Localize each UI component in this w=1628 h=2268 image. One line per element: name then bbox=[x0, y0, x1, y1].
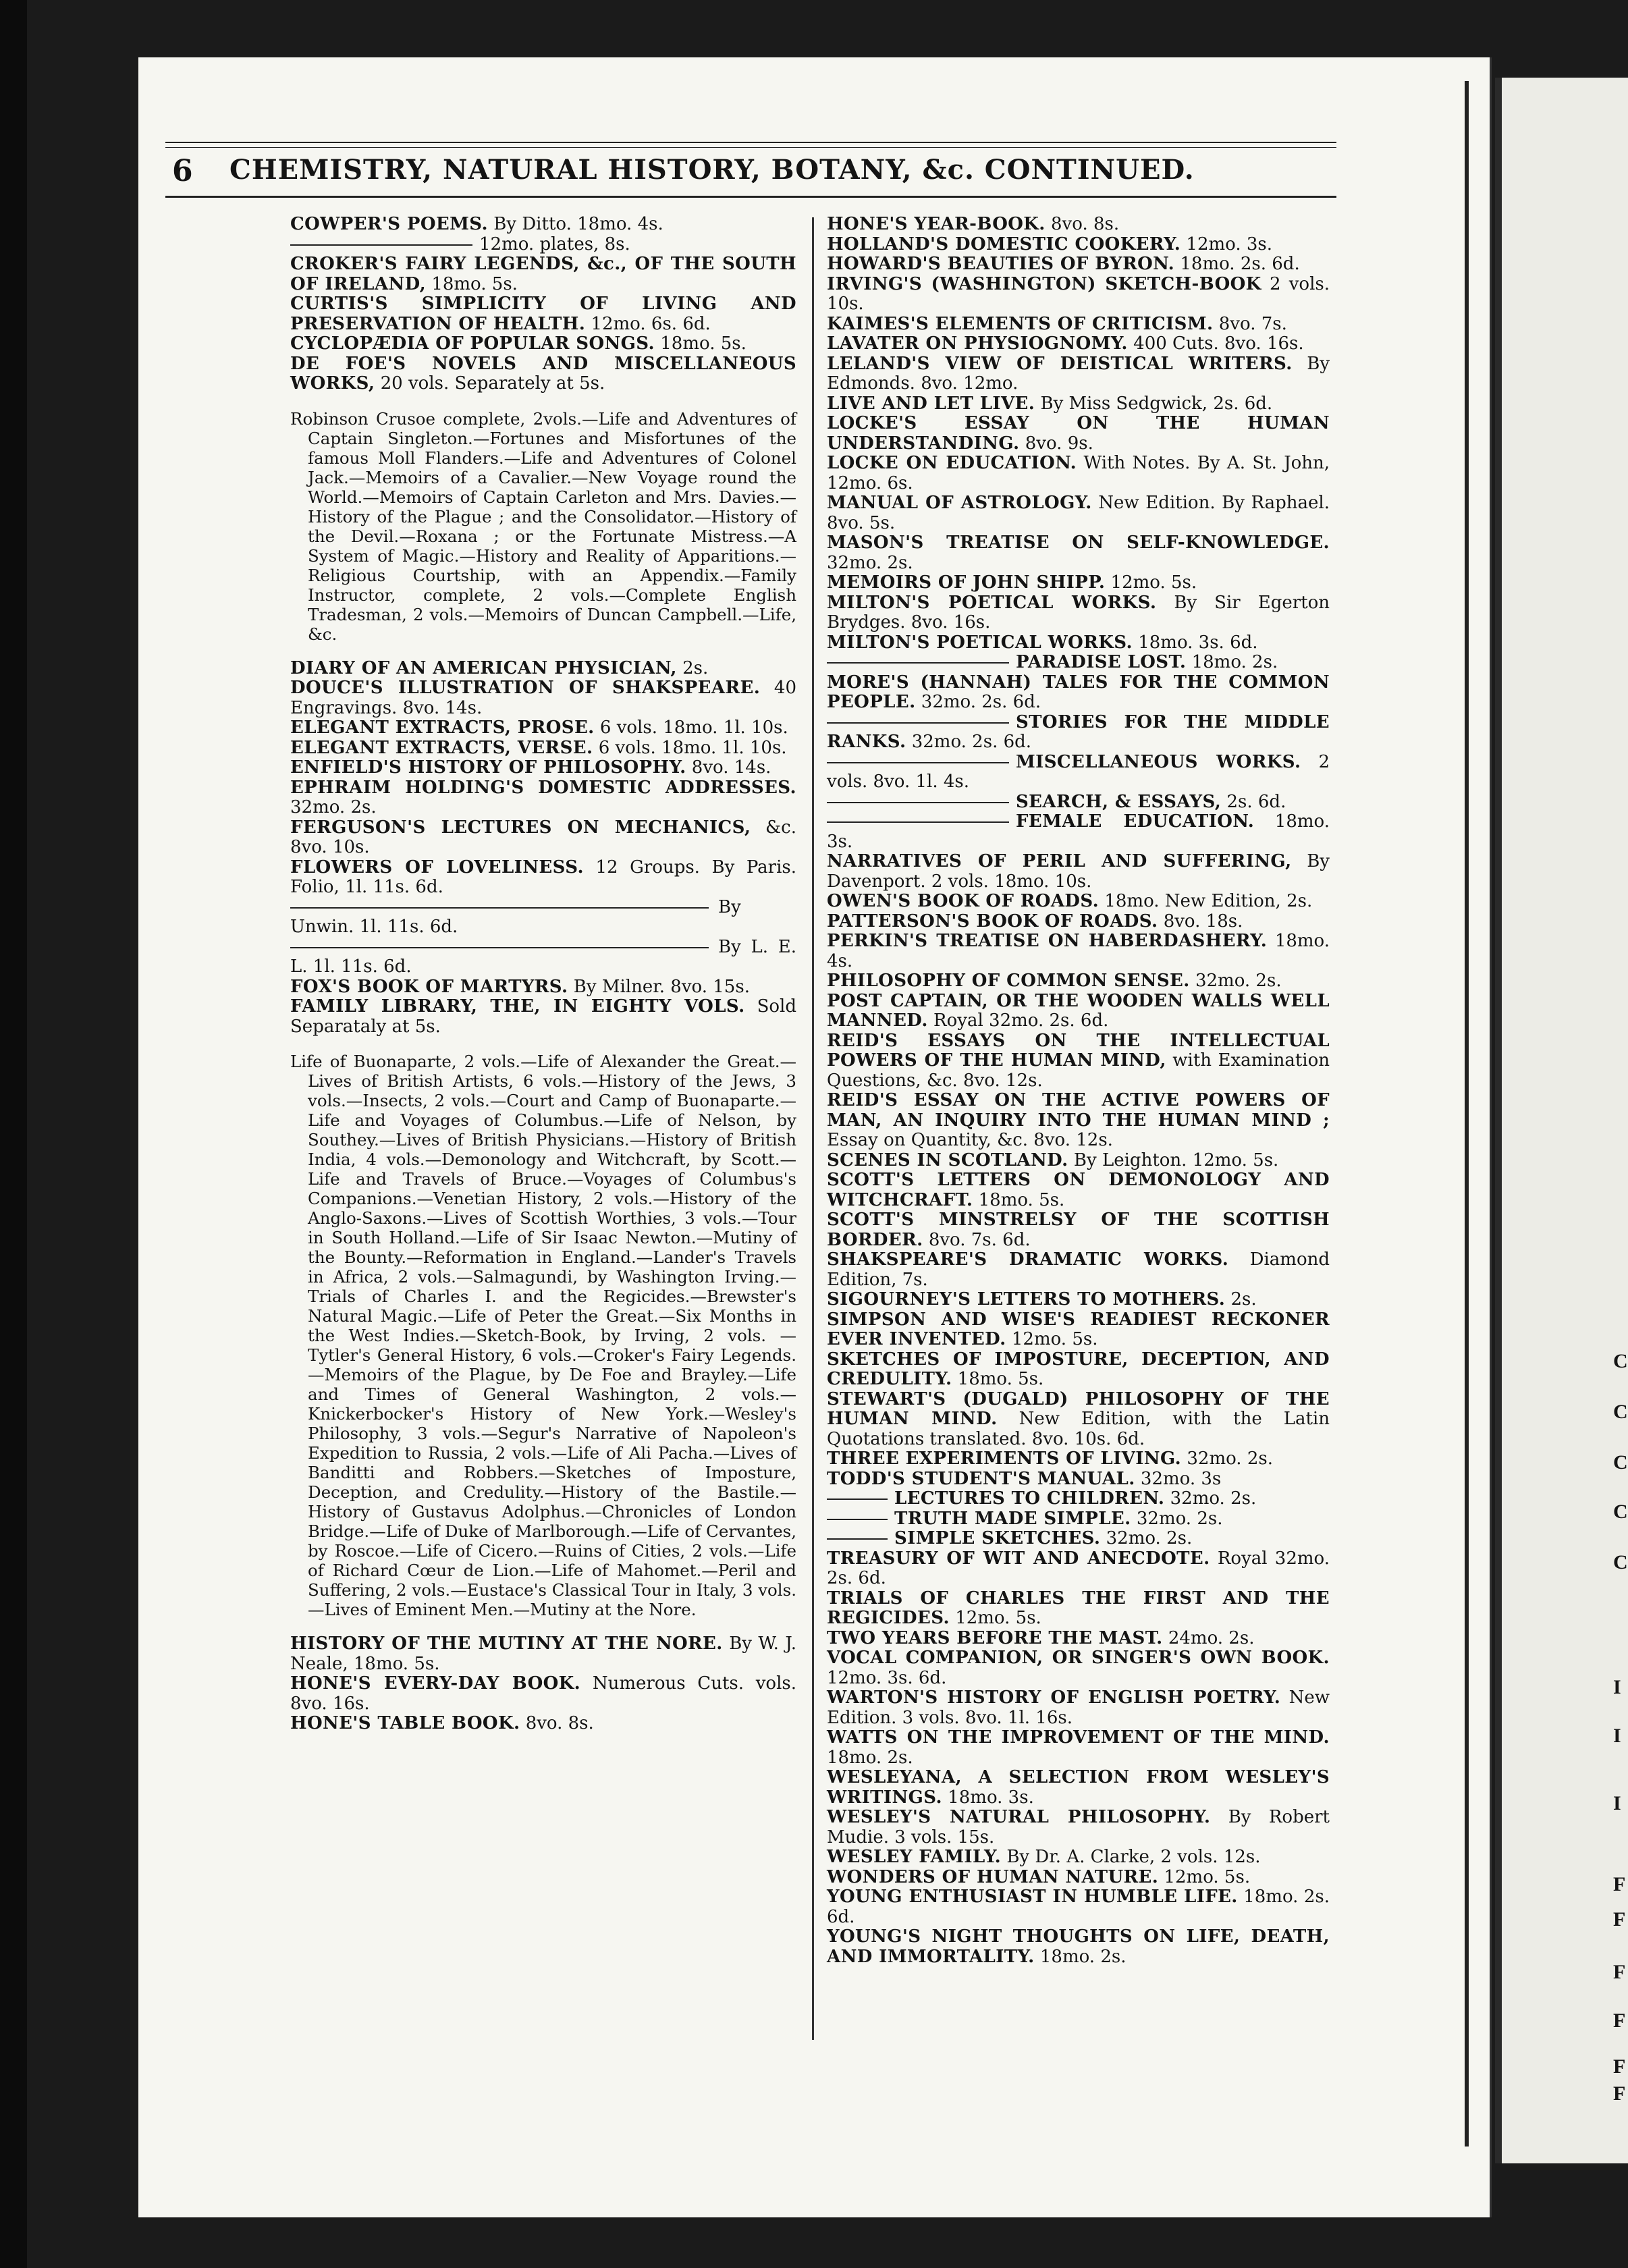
entry-title: LAVATER ON PHYSIOGNOMY. bbox=[827, 333, 1128, 354]
header-rule-bottom bbox=[165, 196, 1336, 198]
entry-title: SCOTT'S MINSTRELSY OF THE SCOTTISH BORDER. bbox=[827, 1210, 1330, 1250]
entry-detail: 12mo. 3s. 6d. bbox=[827, 1667, 947, 1688]
catalogue-entry bbox=[827, 1629, 1330, 1649]
entry-detail: 32mo. 2s. 6d. bbox=[921, 692, 1041, 712]
running-header bbox=[165, 142, 1336, 196]
catalogue-entry bbox=[290, 678, 796, 718]
ditto-rule bbox=[290, 244, 472, 246]
entry-title: HONE'S TABLE BOOK. bbox=[290, 1713, 520, 1733]
catalogue-entry bbox=[827, 1529, 1330, 1549]
entry-detail: By L. E. L. 1l. 11s. 6d. bbox=[290, 936, 796, 977]
page-number: 6 bbox=[172, 154, 193, 188]
entry-title: SCENES IN SCOTLAND. bbox=[827, 1150, 1068, 1170]
catalogue-entry bbox=[827, 932, 1330, 971]
catalogue-entry bbox=[827, 493, 1330, 533]
entry-title: HONE'S EVERY-DAY BOOK. bbox=[290, 1673, 581, 1694]
entry-title: SIMPLE SKETCHES. bbox=[894, 1528, 1101, 1548]
entry-detail: with Examination Questions, &c. 8vo. 12s. bbox=[827, 1050, 1330, 1091]
entry-detail: 12 Groups. By Paris. Folio, 1l. 11s. 6d. bbox=[290, 857, 796, 897]
catalogue-entry bbox=[827, 1091, 1330, 1151]
catalogue-entry bbox=[827, 1031, 1330, 1091]
catalogue-entry bbox=[827, 633, 1330, 653]
entry-title: HISTORY OF THE MUTINY AT THE NORE. bbox=[290, 1634, 723, 1654]
catalogue-entry bbox=[827, 1808, 1330, 1847]
catalogue-entry bbox=[827, 1310, 1330, 1350]
entry-detail: 2s. bbox=[682, 657, 709, 678]
adjacent-glyph: I bbox=[1613, 1792, 1621, 1814]
catalogue-entry bbox=[290, 1634, 796, 1674]
entry-detail: By Leighton. 12mo. 5s. bbox=[1073, 1150, 1279, 1170]
family-library-contents: Life of Buonaparte, 2 vols.—Life of Alexander the Great.—Lives of British Artists, 6 vols.—History of the Jews, 3 vols.—Insects, 2 vols.—Court and Camp of Buonaparte.—Life and Voyages of Columbus.—Life of Nelson, by Southey.—Lives of British Physicians.—History of British India, 4 vols.—Demonology and Witchcraft, by Scott.—Life and Travels of Bruce.—Voyages of Columbus's Companions.—Venetian History, 2 vols.—History of the Anglo-Saxons.—Lives of Scottish Worthies, 3 vols.—Tour in South Holland.—Life of Sir Isaac Newton.—Mutiny of the Bounty.—Reformation in England.—Lander's Travels in Africa, 2 vols.—Salmagundi, by Washington Irving.—Trials of Charles I. and the Regicides.—Brewster's Natural Magic.—Life of Peter the Great.—Six Months in the West Indies.—Sketch-Book, by Irving, 2 vols. — Tytler's General History, 6 vols.—Croker's Fairy Legends.—Memoirs of the Plague, by De Foe and Brayley.—Life and Times of General Washington, 2 vols.—Knickerbocker's History of New York.—Wesley's Philosophy, 3 vols.—Segur's Narrative of Napoleon's Expedition to Russia, 2 vols.—Life of Ali Pacha.—Lives of Banditti and Robbers.—Sketches of Imposture, Deception, and Credulity.—History of the Bastile.—History of Gustavus Adolphus.—Chronicles of London Bridge.—Life of Duke of Marlborough.—Life of Cervantes, by Roscoe.—Life of Cicero.—Ruins of Cities, 2 vols.—Life of Richard Cœur de Lion.—Life of Mahomet.—Peril and Suffering, 2 vols.—Eustace's Classical Tour in Italy, 3 vols.—Lives of Eminent Men.—Mutiny at the Nore. bbox=[290, 1052, 797, 1619]
catalogue-entry bbox=[290, 235, 796, 255]
catalogue-entry bbox=[827, 215, 1330, 235]
catalogue-entry bbox=[827, 254, 1330, 275]
entry-title: DIARY OF AN AMERICAN PHYSICIAN, bbox=[290, 657, 677, 678]
catalogue-entry bbox=[827, 812, 1330, 852]
catalogue-entry bbox=[827, 1151, 1330, 1171]
entry-detail: 32mo. 2s. 6d. bbox=[911, 732, 1032, 752]
entry-title: MEMOIRS OF JOHN SHIPP. bbox=[827, 572, 1106, 593]
entry-detail: 18mo. 2s. bbox=[827, 1747, 913, 1768]
catalogue-entry bbox=[290, 718, 796, 738]
catalogue-entry bbox=[827, 1509, 1330, 1530]
entry-detail: 40 Engravings. 8vo. 14s. bbox=[290, 678, 797, 718]
entry-title: CYCLOPÆDIA OF POPULAR SONGS. bbox=[290, 333, 655, 354]
catalogue-entry bbox=[827, 1290, 1330, 1310]
entry-detail: By Davenport. 2 vols. 18mo. 10s. bbox=[827, 851, 1330, 892]
adjacent-glyph: I bbox=[1613, 1676, 1621, 1698]
entry-detail: By Sir Egerton Brydges. 8vo. 16s. bbox=[827, 592, 1330, 632]
catalogue-entry bbox=[827, 792, 1330, 813]
entry-title: FEMALE EDUCATION. bbox=[1016, 811, 1255, 832]
entry-title: POST CAPTAIN, OR THE WOODEN WALLS WELL MANNED. bbox=[827, 990, 1330, 1031]
ditto-rule bbox=[827, 1519, 888, 1520]
catalogue-entry bbox=[827, 713, 1330, 753]
entry-title: TODD'S STUDENT'S MANUAL. bbox=[827, 1468, 1135, 1489]
adjacent-glyph: I bbox=[1613, 1725, 1621, 1747]
entry-detail: 18mo. 2s. 6d. bbox=[827, 1887, 1330, 1927]
adjacent-glyph: F bbox=[1613, 1873, 1626, 1895]
entry-detail: Royal 32mo. 2s. 6d. bbox=[827, 1548, 1330, 1588]
ditto-rule bbox=[290, 907, 709, 909]
column-divider bbox=[812, 217, 814, 2040]
entry-detail: By Miss Sedgwick, 2s. 6d. bbox=[1040, 393, 1273, 414]
catalogue-entry bbox=[827, 354, 1330, 394]
catalogue-entry bbox=[290, 778, 796, 818]
entry-detail: Sold Separataly at 5s. bbox=[290, 996, 796, 1037]
catalogue-entry bbox=[827, 1589, 1330, 1629]
catalogue-entry bbox=[290, 1674, 796, 1714]
catalogue-entry bbox=[827, 912, 1330, 932]
entry-title: HOLLAND'S DOMESTIC COOKERY. bbox=[827, 234, 1181, 254]
entry-title: LOCKE ON EDUCATION. bbox=[827, 453, 1077, 473]
catalogue-entry bbox=[290, 738, 796, 759]
entry-detail: 32mo. 2s. bbox=[1195, 971, 1282, 991]
entry-detail: 2s. 6d. bbox=[1226, 791, 1286, 812]
entry-detail: 32mo. 2s. bbox=[1170, 1488, 1257, 1509]
entry-detail: 8vo. 14s. bbox=[691, 757, 771, 778]
entry-title: SIMPSON AND WISE'S READIEST RECKONER EVER INVENTED. bbox=[827, 1309, 1330, 1349]
entry-detail: 32mo. 2s. bbox=[1187, 1449, 1273, 1469]
adjacent-glyph: F bbox=[1613, 2082, 1626, 2105]
entry-title: OWEN'S BOOK OF ROADS. bbox=[827, 891, 1100, 911]
entry-detail: 12mo. 5s. bbox=[1011, 1329, 1098, 1349]
entry-title: SHAKSPEARE'S DRAMATIC WORKS. bbox=[827, 1249, 1229, 1270]
catalogue-entry bbox=[290, 898, 796, 938]
entry-title: WONDERS OF HUMAN NATURE. bbox=[827, 1866, 1159, 1887]
catalogue-entry bbox=[827, 892, 1330, 912]
entry-detail: 8vo. 9s. bbox=[1025, 433, 1093, 454]
entry-detail: Numerous Cuts. vols. 8vo. 16s. bbox=[290, 1673, 796, 1714]
entry-detail: 32mo. 3s bbox=[1140, 1468, 1222, 1489]
catalogue-entry bbox=[290, 758, 796, 778]
ditto-rule bbox=[827, 762, 1009, 763]
entry-detail: 18mo. 3s. bbox=[827, 811, 1330, 852]
entry-title: SCOTT'S LETTERS ON DEMONOLOGY AND WITCHCRAFT. bbox=[827, 1170, 1330, 1210]
entry-title: EPHRAIM HOLDING'S DOMESTIC ADDRESSES. bbox=[290, 777, 796, 798]
entry-detail: 18mo. 4s. bbox=[827, 931, 1330, 971]
entry-title: LELAND'S VIEW OF DEISTICAL WRITERS. bbox=[827, 353, 1293, 374]
catalogue-entry bbox=[827, 275, 1330, 315]
entry-title: NARRATIVES OF PERIL AND SUFFERING, bbox=[827, 851, 1292, 871]
entry-detail: 400 Cuts. 8vo. 16s. bbox=[1133, 333, 1304, 354]
entry-detail: New Edition, with the Latin Quotations translated. 8vo. 10s. 6d. bbox=[827, 1409, 1330, 1449]
entry-title: IRVING'S (WASHINGTON) SKETCH-BOOK bbox=[827, 273, 1261, 294]
catalogue-entry bbox=[827, 1847, 1330, 1868]
entry-title: LIVE AND LET LIVE. bbox=[827, 393, 1035, 414]
catalogue-entry bbox=[827, 1648, 1330, 1688]
entry-title: FOX'S BOOK OF MARTYRS. bbox=[290, 976, 568, 997]
catalogue-entry bbox=[827, 753, 1330, 792]
entry-title: WESLEY FAMILY. bbox=[827, 1847, 1002, 1867]
right-column bbox=[827, 215, 1330, 1967]
entry-detail: 18mo. 5s. bbox=[957, 1369, 1044, 1389]
entry-title: FAMILY LIBRARY, THE, IN EIGHTY VOLS. bbox=[290, 996, 745, 1017]
entry-detail: 12mo. 6s. 6d. bbox=[591, 313, 711, 334]
catalogue-entry bbox=[827, 573, 1330, 593]
catalogue-entry bbox=[827, 1469, 1330, 1490]
entry-detail: 2 vols. 10s. bbox=[827, 273, 1330, 314]
entry-title: MISCELLANEOUS WORKS. bbox=[1016, 751, 1301, 772]
entry-title: PHILOSOPHY OF COMMON SENSE. bbox=[827, 971, 1190, 991]
entry-detail: New Edition. By Raphael. 8vo. 5s. bbox=[827, 493, 1330, 533]
entry-title: SKETCHES OF IMPOSTURE, DECEPTION, AND CREDULITY. bbox=[827, 1349, 1330, 1389]
entry-detail: 32mo. 2s. bbox=[1136, 1508, 1223, 1529]
entry-title: STORIES FOR THE MIDDLE RANKS. bbox=[827, 711, 1330, 752]
scan-edge bbox=[0, 0, 27, 2268]
entry-detail: Royal 32mo. 2s. 6d. bbox=[933, 1010, 1109, 1031]
catalogue-entry bbox=[827, 1489, 1330, 1509]
ditto-rule bbox=[827, 1538, 888, 1540]
entry-title: REID'S ESSAYS ON THE INTELLECTUAL POWERS OF THE HUMAN MIND, bbox=[827, 1030, 1330, 1071]
entry-detail: 18mo. 5s. bbox=[660, 333, 747, 354]
defoe-contents: Robinson Crusoe complete, 2vols.—Life and Adventures of Captain Singleton.—Fortunes and Misfortunes of the famous Moll Flanders.—Life and Adventures of Colonel Jack.—Memoirs of a Cavalier.—New Voyage round the World.—Memoirs of Captain Carleton and Mrs. Davies.—History of the Plague ; and the Consolidator.—History of the Devil.—Roxana ; or the Fortunate Mistress.—A System of Magic.—History and Reality of Apparitions.—Religious Courtship, with an Appendix.—Family Instructor, complete, 2 vols.—Complete English Tradesman, 2 vols.—Memoirs of Duncan Campbell.—Life, &c. bbox=[290, 408, 796, 644]
catalogue-entry bbox=[827, 593, 1330, 633]
entry-detail: 8vo. 7s. 6d. bbox=[928, 1229, 1031, 1250]
catalogue-entry bbox=[827, 1170, 1330, 1210]
catalogue-entry bbox=[290, 858, 796, 898]
catalogue-entry bbox=[827, 992, 1330, 1031]
entry-title: TRIALS OF CHARLES THE FIRST AND THE REGICIDES. bbox=[827, 1588, 1330, 1628]
entry-detail: 2s. bbox=[1230, 1289, 1257, 1310]
entry-detail: New Edition. 3 vols. 8vo. 1l. 16s. bbox=[827, 1688, 1330, 1728]
entry-detail: 12mo. plates, 8s. bbox=[479, 234, 630, 254]
entry-title: FERGUSON'S LECTURES ON MECHANICS, bbox=[290, 817, 751, 838]
entry-title: REID'S ESSAY ON THE ACTIVE POWERS OF MAN, AN INQUIRY INTO THE HUMAN MIND ; bbox=[827, 1090, 1330, 1131]
entry-title: THREE EXPERIMENTS OF LIVING. bbox=[827, 1449, 1182, 1469]
adjacent-glyph: F bbox=[1613, 1908, 1626, 1931]
catalogue-entry bbox=[827, 235, 1330, 255]
entry-title: LECTURES TO CHILDREN. bbox=[894, 1488, 1165, 1509]
catalogue-entry bbox=[827, 1688, 1330, 1728]
entry-title: MANUAL OF ASTROLOGY. bbox=[827, 493, 1092, 513]
entry-detail: 8vo. 8s. bbox=[1051, 214, 1120, 234]
entry-detail: 18mo. 2s. 6d. bbox=[1180, 254, 1300, 274]
catalogue-entry bbox=[827, 971, 1330, 992]
adjacent-glyph: C bbox=[1613, 1551, 1628, 1573]
entry-detail: 24mo. 2s. bbox=[1168, 1627, 1255, 1648]
entry-title: SEARCH, & ESSAYS, bbox=[1016, 791, 1222, 812]
entry-title: PATTERSON'S BOOK OF ROADS. bbox=[827, 911, 1158, 932]
catalogue-entry bbox=[827, 454, 1330, 493]
entry-detail: 12mo. 5s. bbox=[955, 1608, 1041, 1628]
adjacent-glyph: F bbox=[1613, 2055, 1626, 2078]
entry-title: MASON'S TREATISE ON SELF-KNOWLEDGE. bbox=[827, 533, 1330, 553]
ditto-rule bbox=[827, 1498, 888, 1500]
catalogue-entry bbox=[827, 653, 1330, 673]
entry-detail: 12mo. 5s. bbox=[1164, 1866, 1251, 1887]
entry-title: MORE'S (HANNAH) TALES FOR THE COMMON PEOPLE. bbox=[827, 672, 1330, 712]
adjacent-glyph: F bbox=[1613, 1961, 1626, 1983]
adjacent-page-edge bbox=[1495, 78, 1502, 2163]
catalogue-entry bbox=[290, 215, 796, 235]
header-rule-top bbox=[165, 142, 1336, 148]
entry-detail: Diamond Edition, 7s. bbox=[827, 1249, 1330, 1290]
entry-detail: 32mo. 2s. bbox=[290, 797, 377, 817]
entry-title: YOUNG ENTHUSIAST IN HUMBLE LIFE. bbox=[827, 1887, 1238, 1907]
page-gutter bbox=[1465, 81, 1469, 2146]
entry-detail: Essay on Quantity, &c. 8vo. 12s. bbox=[827, 1130, 1113, 1150]
catalogue-entry bbox=[827, 1728, 1330, 1768]
entry-detail: 2 vols. 8vo. 1l. 4s. bbox=[827, 751, 1330, 792]
entry-title: PERKIN'S TREATISE ON HABERDASHERY. bbox=[827, 931, 1268, 951]
entry-detail: 18mo. 5s. bbox=[978, 1189, 1065, 1210]
catalogue-entry bbox=[827, 394, 1330, 414]
entry-title: DOUCE'S ILLUSTRATION OF SHAKSPEARE. bbox=[290, 678, 761, 698]
entry-title: TWO YEARS BEFORE THE MAST. bbox=[827, 1627, 1163, 1648]
catalogue-entry bbox=[290, 354, 796, 394]
entry-title: PARADISE LOST. bbox=[1016, 652, 1187, 672]
entry-detail: 6 vols. 18mo. 1l. 10s. bbox=[599, 718, 788, 738]
catalogue-entry bbox=[827, 1390, 1330, 1450]
entry-detail: 32mo. 2s. bbox=[827, 552, 913, 573]
entry-title: TREASURY OF WIT AND ANECDOTE. bbox=[827, 1548, 1210, 1569]
entry-detail: 18mo. 2s. bbox=[1039, 1946, 1127, 1967]
entry-title: SIGOURNEY'S LETTERS TO MOTHERS. bbox=[827, 1289, 1226, 1310]
entry-title: LOCKE'S ESSAY ON THE HUMAN UNDERSTANDING. bbox=[827, 413, 1330, 454]
catalogue-entry bbox=[827, 334, 1330, 354]
left-column bbox=[290, 215, 796, 1734]
catalogue-entry bbox=[290, 1714, 796, 1734]
catalogue-entry bbox=[290, 294, 796, 334]
catalogue-entry bbox=[827, 414, 1330, 454]
catalogue-entry bbox=[290, 977, 796, 998]
entry-detail: 8vo. 8s. bbox=[525, 1713, 594, 1733]
entry-title: CURTIS'S SIMPLICITY OF LIVING AND PRESERVATION OF HEALTH. bbox=[290, 294, 796, 334]
entry-title: CROKER'S FAIRY LEGENDS, &c., OF THE SOUTH OF IRELAND, bbox=[290, 254, 796, 294]
entry-title: STEWART'S (DUGALD) PHILOSOPHY OF THE HUMAN MIND. bbox=[827, 1388, 1330, 1429]
ditto-rule bbox=[827, 802, 1009, 803]
catalogue-entry bbox=[827, 1549, 1330, 1589]
catalogue-entry bbox=[827, 1887, 1330, 1927]
entry-title: ELEGANT EXTRACTS, VERSE. bbox=[290, 737, 593, 758]
entry-detail: 18mo. 5s. bbox=[431, 273, 518, 294]
entry-detail: By Edmonds. 8vo. 12mo. bbox=[827, 353, 1330, 394]
catalogue-entry bbox=[827, 1250, 1330, 1290]
adjacent-glyph: C bbox=[1613, 1401, 1628, 1423]
adjacent-glyph: C bbox=[1613, 1501, 1628, 1523]
entry-title: WESLEYANA, A SELECTION FROM WESLEY'S WRITINGS. bbox=[827, 1767, 1330, 1808]
catalogue-entry bbox=[290, 659, 796, 679]
entry-detail: 18mo. 3s. bbox=[948, 1787, 1034, 1808]
ditto-rule bbox=[827, 662, 1009, 664]
entry-title: VOCAL COMPANION, OR SINGER'S OWN BOOK. bbox=[827, 1648, 1330, 1668]
adjacent-glyph: F bbox=[1613, 2009, 1626, 2032]
ditto-rule bbox=[827, 722, 1009, 724]
catalogue-entry bbox=[827, 1350, 1330, 1390]
entry-detail: By W. J. Neale, 18mo. 5s. bbox=[290, 1634, 796, 1674]
entry-detail: With Notes. By A. St. John, 12mo. 6s. bbox=[827, 453, 1330, 493]
catalogue-entry bbox=[290, 254, 796, 294]
catalogue-entry bbox=[827, 1768, 1330, 1808]
catalogue-entry bbox=[827, 1927, 1330, 1967]
catalogue-entry bbox=[290, 818, 796, 858]
adjacent-glyph: C bbox=[1613, 1350, 1628, 1372]
entry-title: YOUNG'S NIGHT THOUGHTS ON LIFE, DEATH, AND IMMORTALITY. bbox=[827, 1926, 1330, 1967]
entry-detail: 12mo. 3s. bbox=[1186, 234, 1273, 254]
entry-title: HONE'S YEAR-BOOK. bbox=[827, 214, 1046, 234]
entry-detail: 12mo. 5s. bbox=[1110, 572, 1197, 593]
entry-detail: 18mo. 3s. 6d. bbox=[1138, 632, 1258, 653]
catalogue-entry bbox=[827, 1449, 1330, 1469]
entry-detail: 18mo. New Edition, 2s. bbox=[1104, 891, 1313, 911]
entry-title: DE FOE'S NOVELS AND MISCELLANEOUS WORKS, bbox=[290, 353, 796, 394]
catalogue-entry bbox=[827, 315, 1330, 335]
entry-detail: By Unwin. 1l. 11s. 6d. bbox=[290, 896, 741, 937]
entry-detail: 6 vols. 18mo. 1l. 10s. bbox=[598, 737, 787, 758]
entry-title: TRUTH MADE SIMPLE. bbox=[894, 1508, 1131, 1529]
entry-title: WATTS ON THE IMPROVEMENT OF THE MIND. bbox=[827, 1727, 1330, 1748]
catalogue-entry bbox=[827, 852, 1330, 892]
entry-title: HOWARD'S BEAUTIES OF BYRON. bbox=[827, 254, 1175, 274]
catalogue-entry bbox=[290, 997, 796, 1037]
entry-detail: 32mo. 2s. bbox=[1106, 1528, 1193, 1548]
entry-title: COWPER'S POEMS. bbox=[290, 214, 489, 234]
entry-title: ELEGANT EXTRACTS, PROSE. bbox=[290, 718, 595, 738]
catalogue-entry bbox=[290, 334, 796, 354]
adjacent-glyph: C bbox=[1613, 1451, 1628, 1474]
entry-detail: By Ditto. 18mo. 4s. bbox=[493, 214, 663, 234]
entry-detail: By Milner. 8vo. 15s. bbox=[573, 976, 750, 997]
entry-title: MILTON'S POETICAL WORKS. bbox=[827, 592, 1157, 613]
ditto-rule bbox=[827, 821, 1009, 823]
entry-detail: 8vo. 18s. bbox=[1163, 911, 1243, 932]
entry-title: WESLEY'S NATURAL PHILOSOPHY. bbox=[827, 1807, 1211, 1827]
entry-title: ENFIELD'S HISTORY OF PHILOSOPHY. bbox=[290, 757, 686, 778]
entry-detail: 8vo. 7s. bbox=[1218, 313, 1287, 334]
catalogue-entry bbox=[290, 938, 796, 977]
catalogue-entry bbox=[827, 673, 1330, 713]
entry-detail: 20 vols. Separately at 5s. bbox=[380, 373, 605, 394]
entry-detail: By Dr. A. Clarke, 2 vols. 12s. bbox=[1006, 1847, 1261, 1867]
catalogue-entry bbox=[827, 533, 1330, 573]
entry-title: WARTON'S HISTORY OF ENGLISH POETRY. bbox=[827, 1688, 1281, 1708]
entry-detail: By Robert Mudie. 3 vols. 15s. bbox=[827, 1807, 1330, 1847]
entry-detail: 18mo. 2s. bbox=[1191, 652, 1278, 672]
entry-title: FLOWERS OF LOVELINESS. bbox=[290, 857, 584, 878]
page-title: CHEMISTRY, NATURAL HISTORY, BOTANY, &c. CONTINUED. bbox=[229, 154, 1195, 186]
entry-detail: &c. 8vo. 10s. bbox=[290, 817, 797, 857]
adjacent-page-strip bbox=[1495, 78, 1628, 2163]
entry-title: KAIMES'S ELEMENTS OF CRITICISM. bbox=[827, 313, 1214, 334]
catalogue-entry bbox=[827, 1210, 1330, 1250]
catalogue-entry bbox=[827, 1868, 1330, 1888]
ditto-rule bbox=[290, 947, 709, 948]
entry-title: MILTON'S POETICAL WORKS. bbox=[827, 632, 1133, 653]
